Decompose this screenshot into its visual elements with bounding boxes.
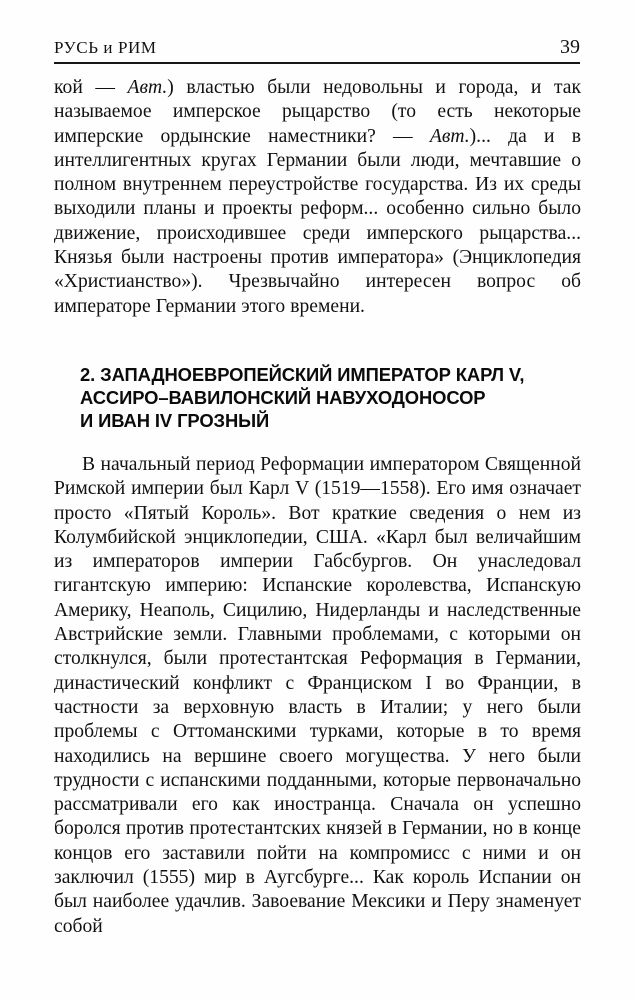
section-heading-line-2: АССИРО–ВАВИЛОНСКИЙ НАВУХОДОНОСОР [80,386,486,408]
section-heading [54,363,581,432]
spacer-below-heading [54,432,581,453]
paragraph-1-part-a: кой — [54,77,128,98]
spacer-above-heading [54,319,581,363]
paragraph-1-part-b: ) властью были недовольны и города, и так называемое имперское рыцарство (то есть некоторые имперские ордынские наместники? — [54,77,581,147]
running-head [54,36,580,60]
author-note-italic-1: Авт. [127,77,168,98]
paragraph-body: В начальный период Реформации императором Священной Римской империи был Карл V (1519—1558). Его имя означает просто «Пятый Король». Вот краткие сведения о нем из Колумбийской энциклопедии, США. «Карл был величайшим из императоров империи Габсбургов. Он унаследовал гигантскую империю: Испанские королевства, Испанскую Америку, Неаполь, Сицилию, Нидерланды и наследственные Австрийские земли. Главными проблемами, с которыми он столкнулся, были протестантская Реформация в Германии, династический конфликт с Франциском I во Франции, в частности за верховную власть в Италии; у него были проблемы с Оттоманскими турками, которые в то время находились на вершине своего могущества. У него были трудности с испанскими подданными, которые первоначально рассматривали его как иностранца. Сначала он успешно боролся против протестантских князей в Германии, но в конце концов его заставили пойти на компромисс с ними и он заключил (1555) мир в Аугсбурге... Как король Испании он был наиболее удачлив. Завоевание Мексики и Перу знаменует собой [54,453,581,937]
header-rule-divider [54,62,580,64]
page-number: 39 [560,36,580,58]
paragraph-continued [54,76,581,319]
running-head-title: РУСЬ и РИМ [54,38,157,57]
paragraph-1-part-c: )... да и в интеллигентных кругах Германии были люди, мечтавшие о полном внутреннем переустройстве государства. Из их среды выходили планы и проекты реформ... особенно сильно было движение, происходившее среди имперского рыцарства... Князья были настроены против императора» (Энциклопедия «Христианство»). Чрезвычайно интересен вопрос об императоре Германии этого времени. [54,125,581,317]
section-heading-line-3: И ИВАН IV ГРОЗНЫЙ [80,409,270,431]
text-column [54,76,581,939]
section-heading-line-1: 2. ЗАПАДНОЕВРОПЕЙСКИЙ ИМПЕРАТОР КАРЛ V, [80,363,525,385]
author-note-italic-2: Авт. [429,125,470,147]
